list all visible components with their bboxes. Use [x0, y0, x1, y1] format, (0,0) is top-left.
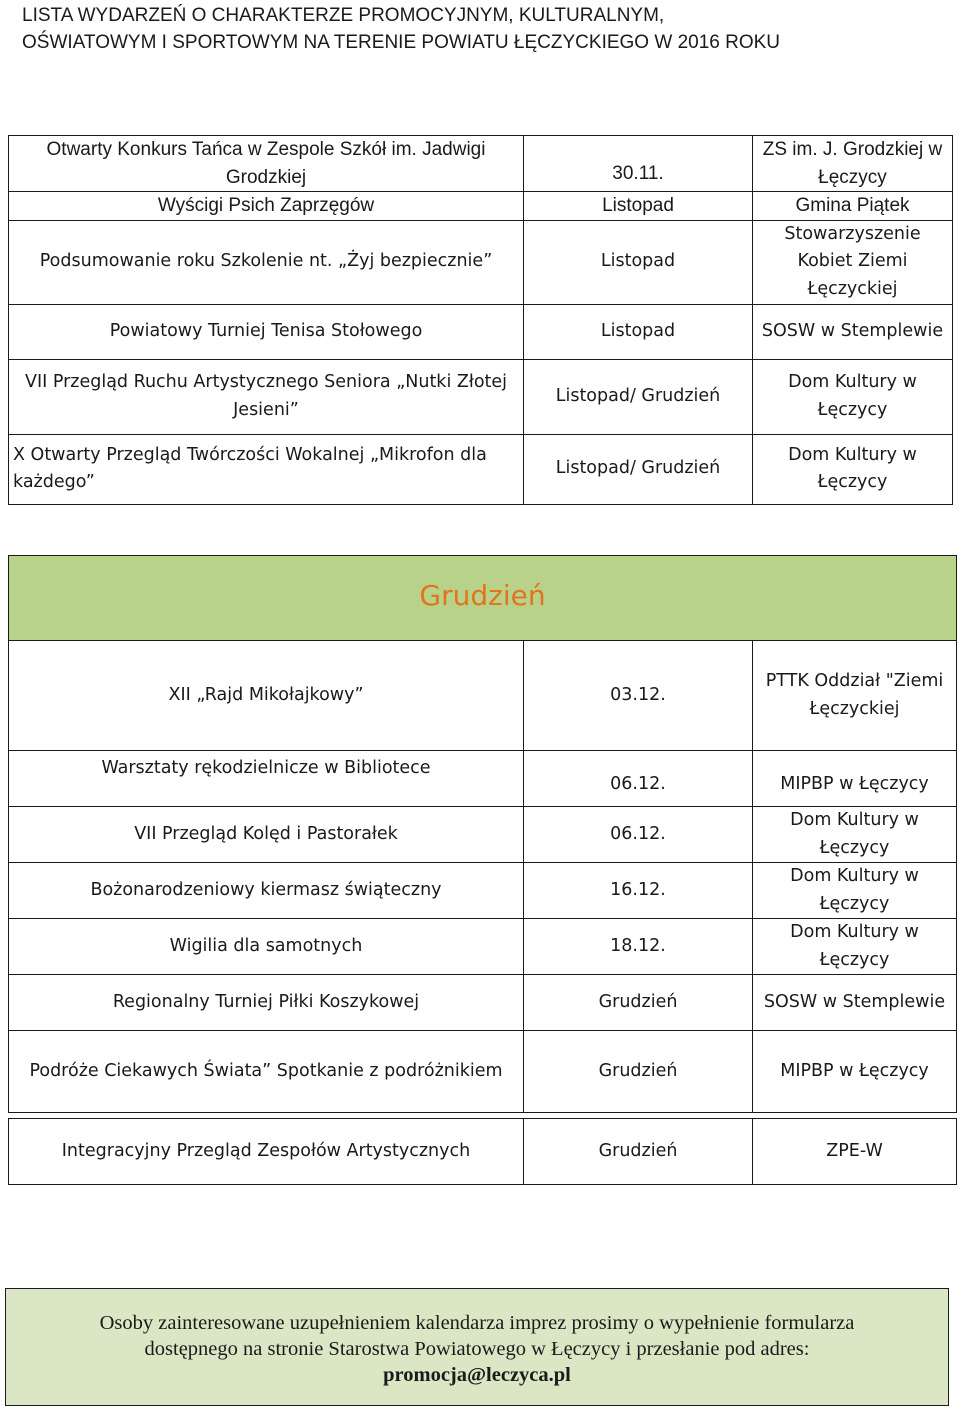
event-name: Powiatowy Turniej Tenisa Stołowego — [9, 304, 524, 359]
title-line-2: OŚWIATOWYM I SPORTOWYM NA TERENIE POWIATU ŁĘCZYCKIEGO W 2016 ROKU — [22, 32, 781, 53]
event-place: Dom Kultury w Łęczycy — [753, 434, 953, 504]
contact-email[interactable]: promocja@leczyca.pl — [383, 1364, 571, 1386]
table-row — [9, 136, 953, 192]
event-name: Wigilia dla samotnych — [9, 919, 524, 975]
table-row — [9, 220, 953, 304]
event-date: Listopad/ Grudzień — [524, 359, 753, 434]
event-name: Podsumowanie roku Szkolenie nt. „Żyj bezpiecznie” — [9, 220, 524, 304]
event-name: VII Przegląd Ruchu Artystycznego Seniora „Nutki Złotej Jesieni” — [9, 359, 524, 434]
table-row — [9, 807, 957, 863]
event-date: Listopad — [524, 304, 753, 359]
event-date: 30.11. — [524, 136, 753, 192]
table-row — [9, 751, 957, 807]
event-date: Listopad — [524, 220, 753, 304]
event-date: 03.12. — [524, 641, 753, 751]
event-name: Integracyjny Przegląd Zespołów Artystycznych — [9, 1119, 524, 1185]
table-row — [9, 192, 953, 221]
table-row — [9, 919, 957, 975]
event-date: Grudzień — [524, 975, 753, 1031]
event-place: MIPBP w Łęczycy — [753, 751, 957, 807]
november-events-table — [8, 135, 953, 505]
december-events-table — [8, 555, 957, 1113]
event-name: XII „Rajd Mikołajkowy” — [9, 641, 524, 751]
document-title — [22, 2, 942, 56]
extra-event-table — [8, 1118, 957, 1185]
table-row — [9, 641, 957, 751]
event-place: Gmina Piątek — [753, 192, 953, 221]
event-name: X Otwarty Przegląd Twórczości Wokalnej „Mikrofon dla każdego” — [9, 434, 524, 504]
event-place: Dom Kultury w Łęczycy — [753, 919, 957, 975]
table-row — [9, 975, 957, 1031]
event-place: SOSW w Stemplewie — [753, 975, 957, 1031]
notice-line-1: Osoby zainteresowane uzupełnieniem kalendarza imprez prosimy o wypełnienie formularza — [99, 1312, 855, 1334]
event-place: Dom Kultury w Łęczycy — [753, 359, 953, 434]
event-place: PTTK Oddział "Ziemi Łęczyckiej — [753, 641, 957, 751]
event-name: Warsztaty rękodzielnicze w Bibliotece — [9, 751, 524, 807]
event-name: Bożonarodzeniowy kiermasz świąteczny — [9, 863, 524, 919]
event-place: Dom Kultury w Łęczycy — [753, 807, 957, 863]
event-date: Grudzień — [524, 1119, 753, 1185]
event-place: Dom Kultury w Łęczycy — [753, 863, 957, 919]
event-place: ZPE-W — [753, 1119, 957, 1185]
event-date: Listopad/ Grudzień — [524, 434, 753, 504]
month-header — [9, 556, 957, 641]
event-place: MIPBP w Łęczycy — [753, 1031, 957, 1113]
event-place: Stowarzyszenie Kobiet Ziemi Łęczyckiej — [753, 220, 953, 304]
table-row — [9, 304, 953, 359]
title-line-1: LISTA WYDARZEŃ O CHARAKTERZE PROMOCYJNYM, KULTURALNYM, — [22, 5, 665, 26]
event-date: 06.12. — [524, 807, 753, 863]
event-name: Podróże Ciekawych Świata” Spotkanie z podróżnikiem — [9, 1031, 524, 1113]
table-row — [9, 1119, 957, 1185]
event-date: 18.12. — [524, 919, 753, 975]
event-place: ZS im. J. Grodzkiej w Łęczycy — [753, 136, 953, 192]
event-place: SOSW w Stemplewie — [753, 304, 953, 359]
event-date: Grudzień — [524, 1031, 753, 1113]
event-name: VII Przegląd Kolęd i Pastorałek — [9, 807, 524, 863]
event-date: Listopad — [524, 192, 753, 221]
month-title: Grudzień — [419, 578, 546, 612]
table-row — [9, 359, 953, 434]
table-row — [9, 434, 953, 504]
event-date: 16.12. — [524, 863, 753, 919]
table-row — [9, 863, 957, 919]
event-name: Otwarty Konkurs Tańca w Zespole Szkół im. Jadwigi Grodzkiej — [9, 136, 524, 192]
event-name: Wyścigi Psich Zaprzęgów — [9, 192, 524, 221]
notice-line-2: dostępnego na stronie Starostwa Powiatowego w Łęczycy i przesłanie pod adres: — [144, 1338, 810, 1360]
month-header-row — [9, 556, 957, 641]
notice-box — [5, 1288, 949, 1406]
event-date: 06.12. — [524, 751, 753, 807]
event-name: Regionalny Turniej Piłki Koszykowej — [9, 975, 524, 1031]
table-row — [9, 1031, 957, 1113]
